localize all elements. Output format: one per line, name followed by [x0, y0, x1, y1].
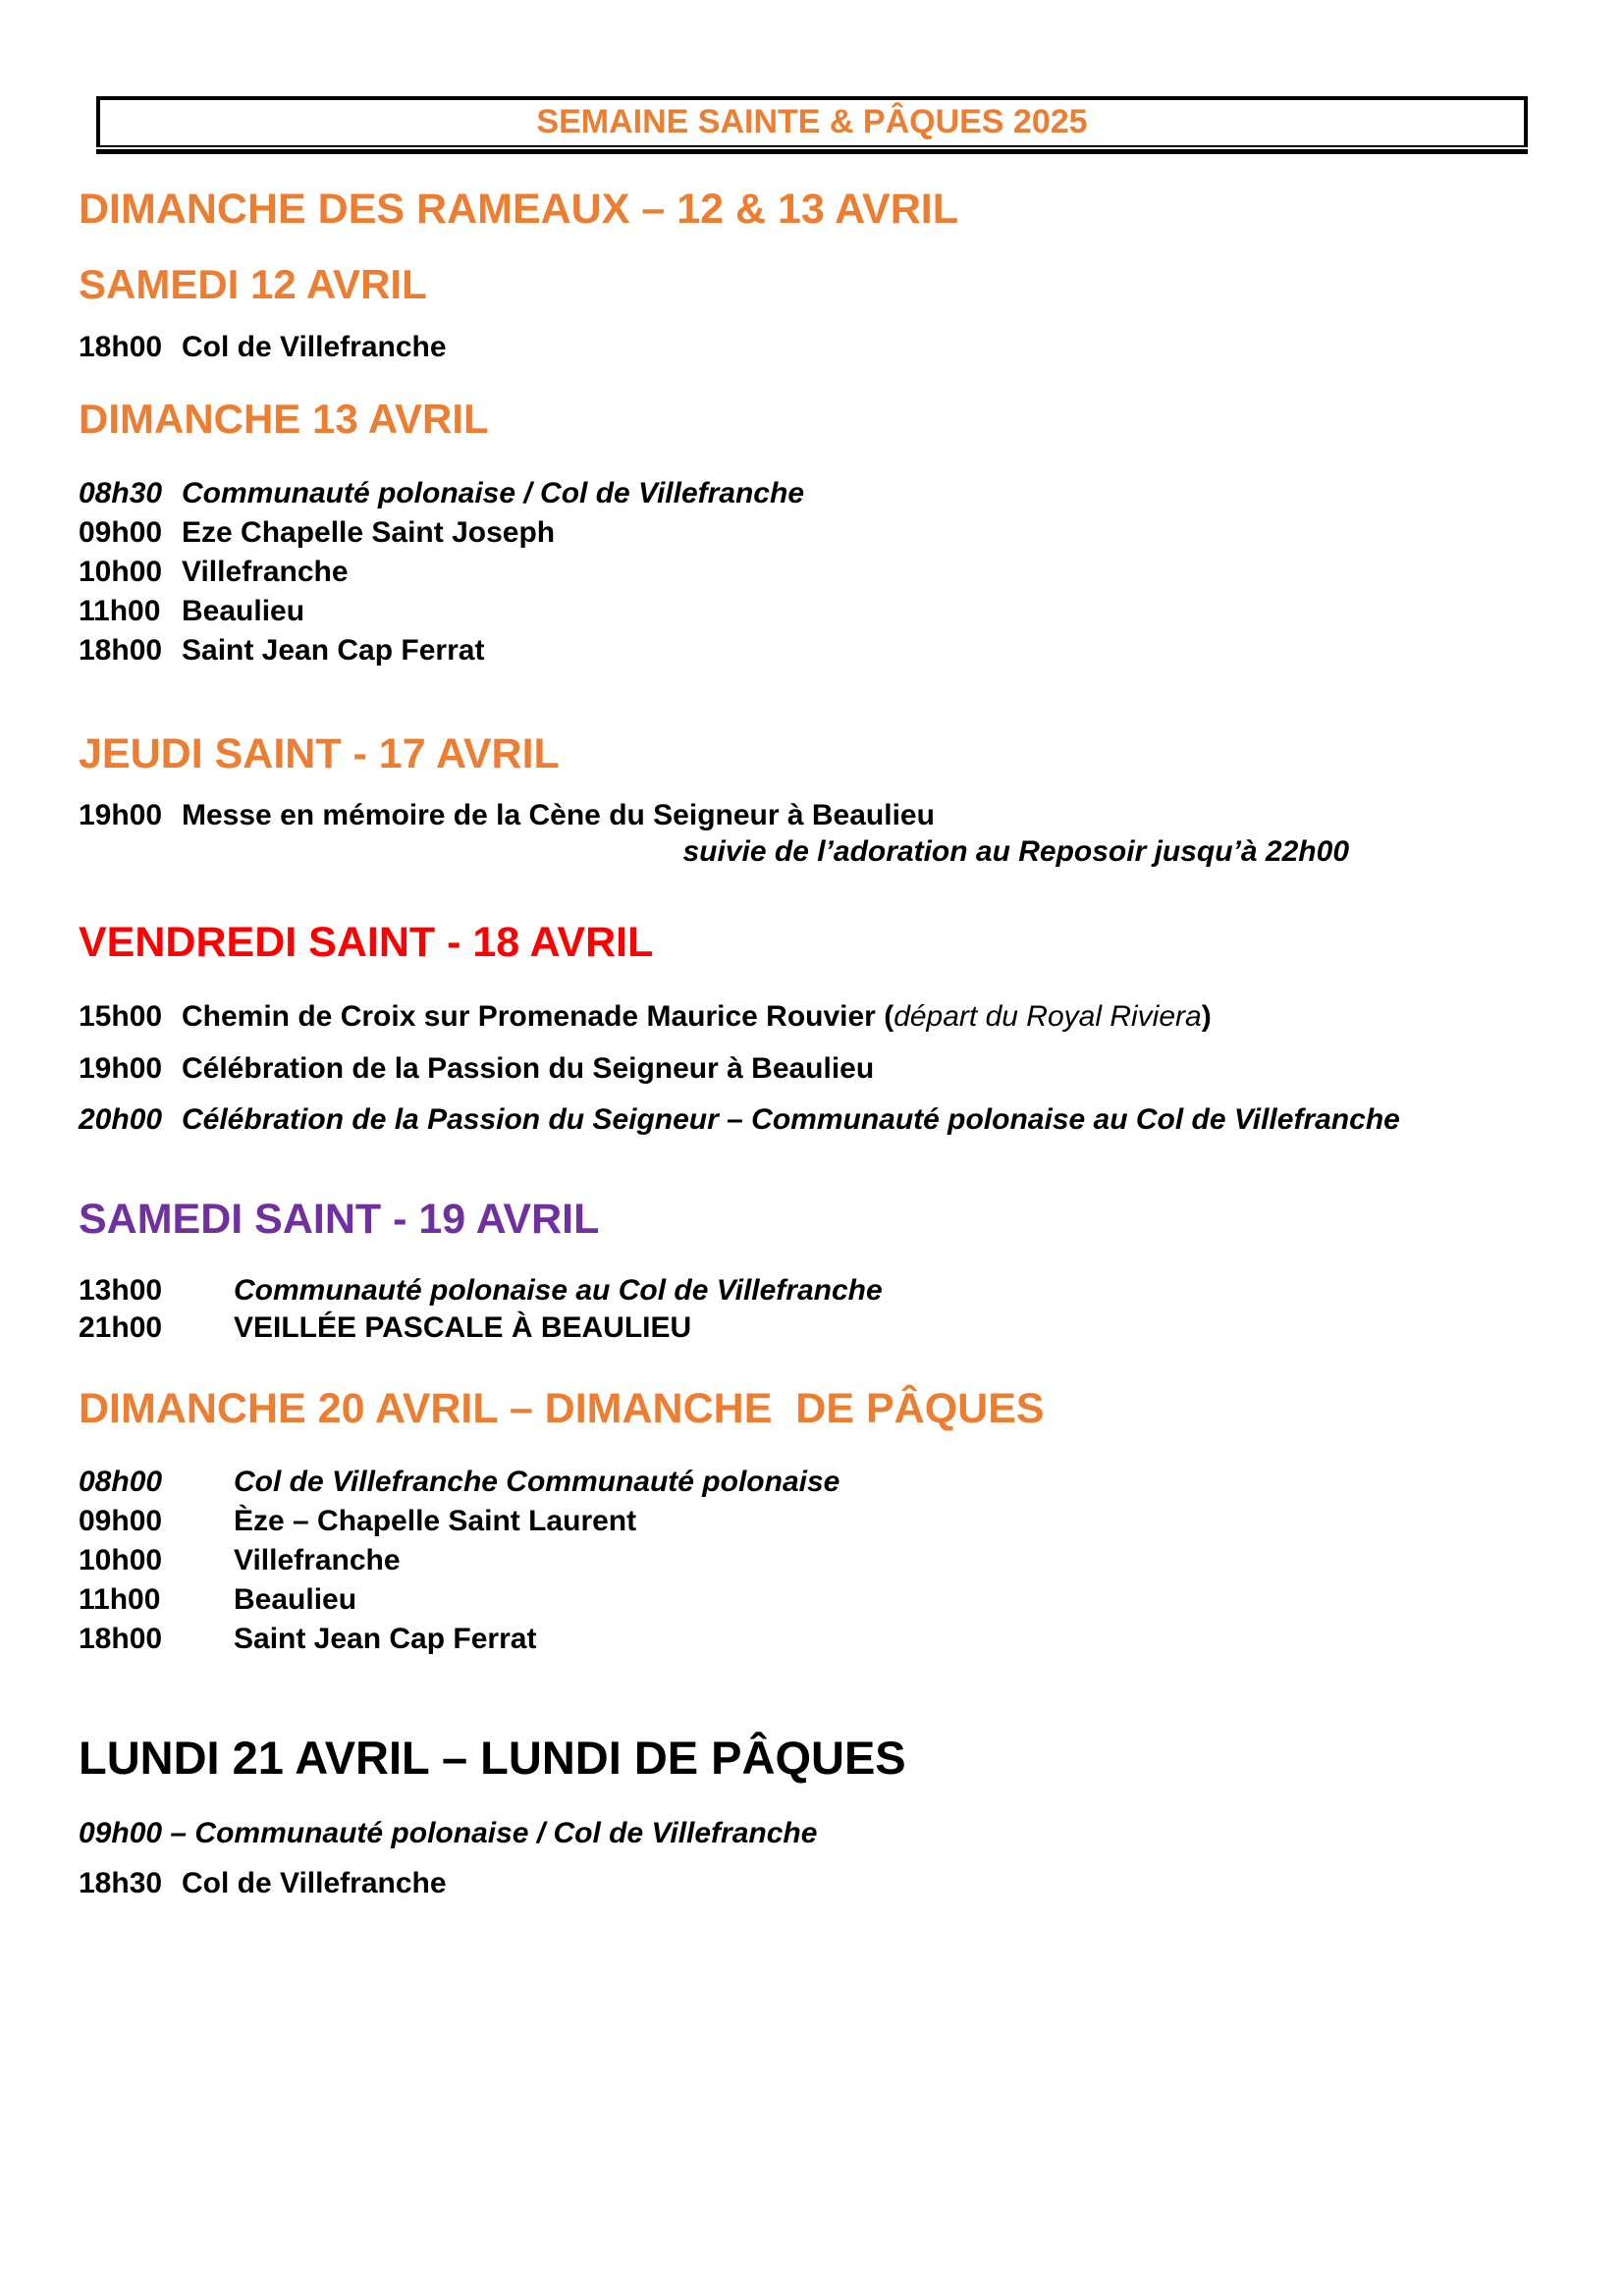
event-row	[79, 1816, 817, 1851]
section-paques-title: DIMANCHE 20 AVRIL – DIMANCHE DE PÂQUES	[79, 1385, 1045, 1432]
section-jeudi-title: JEUDI SAINT - 17 AVRIL	[79, 730, 560, 777]
event-time: 11h00	[79, 1583, 161, 1616]
event-row	[79, 1502, 839, 1541]
event-time: 18h30	[79, 1867, 163, 1899]
event-line: 09h00 – Communauté polonaise / Col de Villefranche	[79, 1817, 818, 1849]
event-desc: Col de Villefranche	[182, 1867, 447, 1899]
event-desc: Col de Villefranche	[182, 331, 447, 363]
event-desc: Èze – Chapelle Saint Laurent	[234, 1505, 637, 1537]
event-row	[79, 592, 804, 631]
event-time: 18h00	[79, 1623, 163, 1655]
event-row	[79, 798, 935, 833]
event-desc-main: Chemin de Croix sur Promenade Maurice Rouvier (	[182, 1000, 894, 1033]
event-row	[79, 1272, 883, 1309]
event-row	[79, 1620, 839, 1659]
event-row	[79, 1463, 839, 1502]
event-row	[79, 1541, 839, 1580]
event-time: 13h00	[79, 1274, 163, 1307]
event-time: 08h30	[79, 477, 163, 509]
section-rameaux-title: DIMANCHE DES RAMEAUX – 12 & 13 AVRIL	[79, 186, 958, 233]
section-samedisaint-title: SAMEDI SAINT - 19 AVRIL	[79, 1196, 600, 1243]
event-time: 18h00	[79, 331, 163, 363]
event-time: 20h00	[79, 1103, 163, 1136]
event-time: 19h00	[79, 1052, 163, 1085]
event-desc: Beaulieu	[182, 595, 305, 627]
event-time: 11h00	[79, 595, 161, 627]
event-time: 10h00	[79, 556, 163, 588]
event-row	[79, 1309, 883, 1347]
event-time: 10h00	[79, 1544, 163, 1576]
event-list-samedisaint	[79, 1272, 883, 1347]
event-time: 09h00	[79, 1505, 163, 1537]
section-samedi12-title: SAMEDI 12 AVRIL	[79, 261, 427, 307]
event-row	[79, 1580, 839, 1620]
event-time: 08h00	[79, 1466, 163, 1498]
event-desc: Beaulieu	[234, 1583, 357, 1616]
section-vendredi-title: VENDREDI SAINT - 18 AVRIL	[79, 919, 654, 966]
event-desc: Célébration de la Passion du Seigneur à Beaulieu	[182, 1052, 875, 1085]
event-row	[79, 1866, 447, 1901]
event-desc	[182, 1000, 1212, 1033]
event-desc: Villefranche	[234, 1544, 401, 1576]
event-row	[79, 1102, 1400, 1138]
event-desc: Communauté polonaise au Col de Villefranche	[234, 1274, 883, 1307]
section-lundi-title: LUNDI 21 AVRIL – LUNDI DE PÂQUES	[79, 1732, 906, 1784]
event-desc: Col de Villefranche Communauté polonaise	[234, 1466, 840, 1498]
event-row	[79, 513, 804, 553]
event-time: 19h00	[79, 799, 163, 831]
event-row	[79, 474, 804, 513]
event-desc: Célébration de la Passion du Seigneur – Communauté polonaise au Col de Villefranche	[182, 1103, 1400, 1136]
event-time: 18h00	[79, 634, 163, 667]
event-time: 09h00	[79, 516, 163, 549]
event-desc-tail: )	[1201, 1000, 1212, 1033]
event-desc: Saint Jean Cap Ferrat	[182, 634, 485, 667]
event-desc: Communauté polonaise / Col de Villefranche	[182, 477, 804, 509]
event-desc-italic: départ du Royal Riviera	[893, 1000, 1202, 1033]
event-time: 15h00	[79, 1000, 163, 1033]
event-desc: VEILLÉE PASCALE À BEAULIEU	[234, 1311, 692, 1344]
event-row	[79, 999, 1212, 1035]
event-desc: Eze Chapelle Saint Joseph	[182, 516, 556, 549]
event-row	[79, 631, 804, 670]
event-row	[79, 330, 447, 365]
event-list-dimanche13	[79, 474, 804, 670]
event-desc: Villefranche	[182, 556, 349, 588]
banner-title: SEMAINE SAINTE & PÂQUES 2025	[536, 103, 1088, 140]
banner	[96, 96, 1528, 147]
event-desc: Messe en mémoire de la Cène du Seigneur à Beaulieu	[182, 799, 935, 831]
event-desc: Saint Jean Cap Ferrat	[234, 1623, 537, 1655]
event-continuation: suivie de l’adoration au Reposoir jusqu’à 22h00	[682, 835, 1349, 868]
section-dimanche13-title: DIMANCHE 13 AVRIL	[79, 396, 489, 442]
event-row	[79, 553, 804, 592]
event-time: 21h00	[79, 1311, 163, 1344]
event-row	[79, 1051, 874, 1087]
event-list-paques	[79, 1463, 839, 1659]
